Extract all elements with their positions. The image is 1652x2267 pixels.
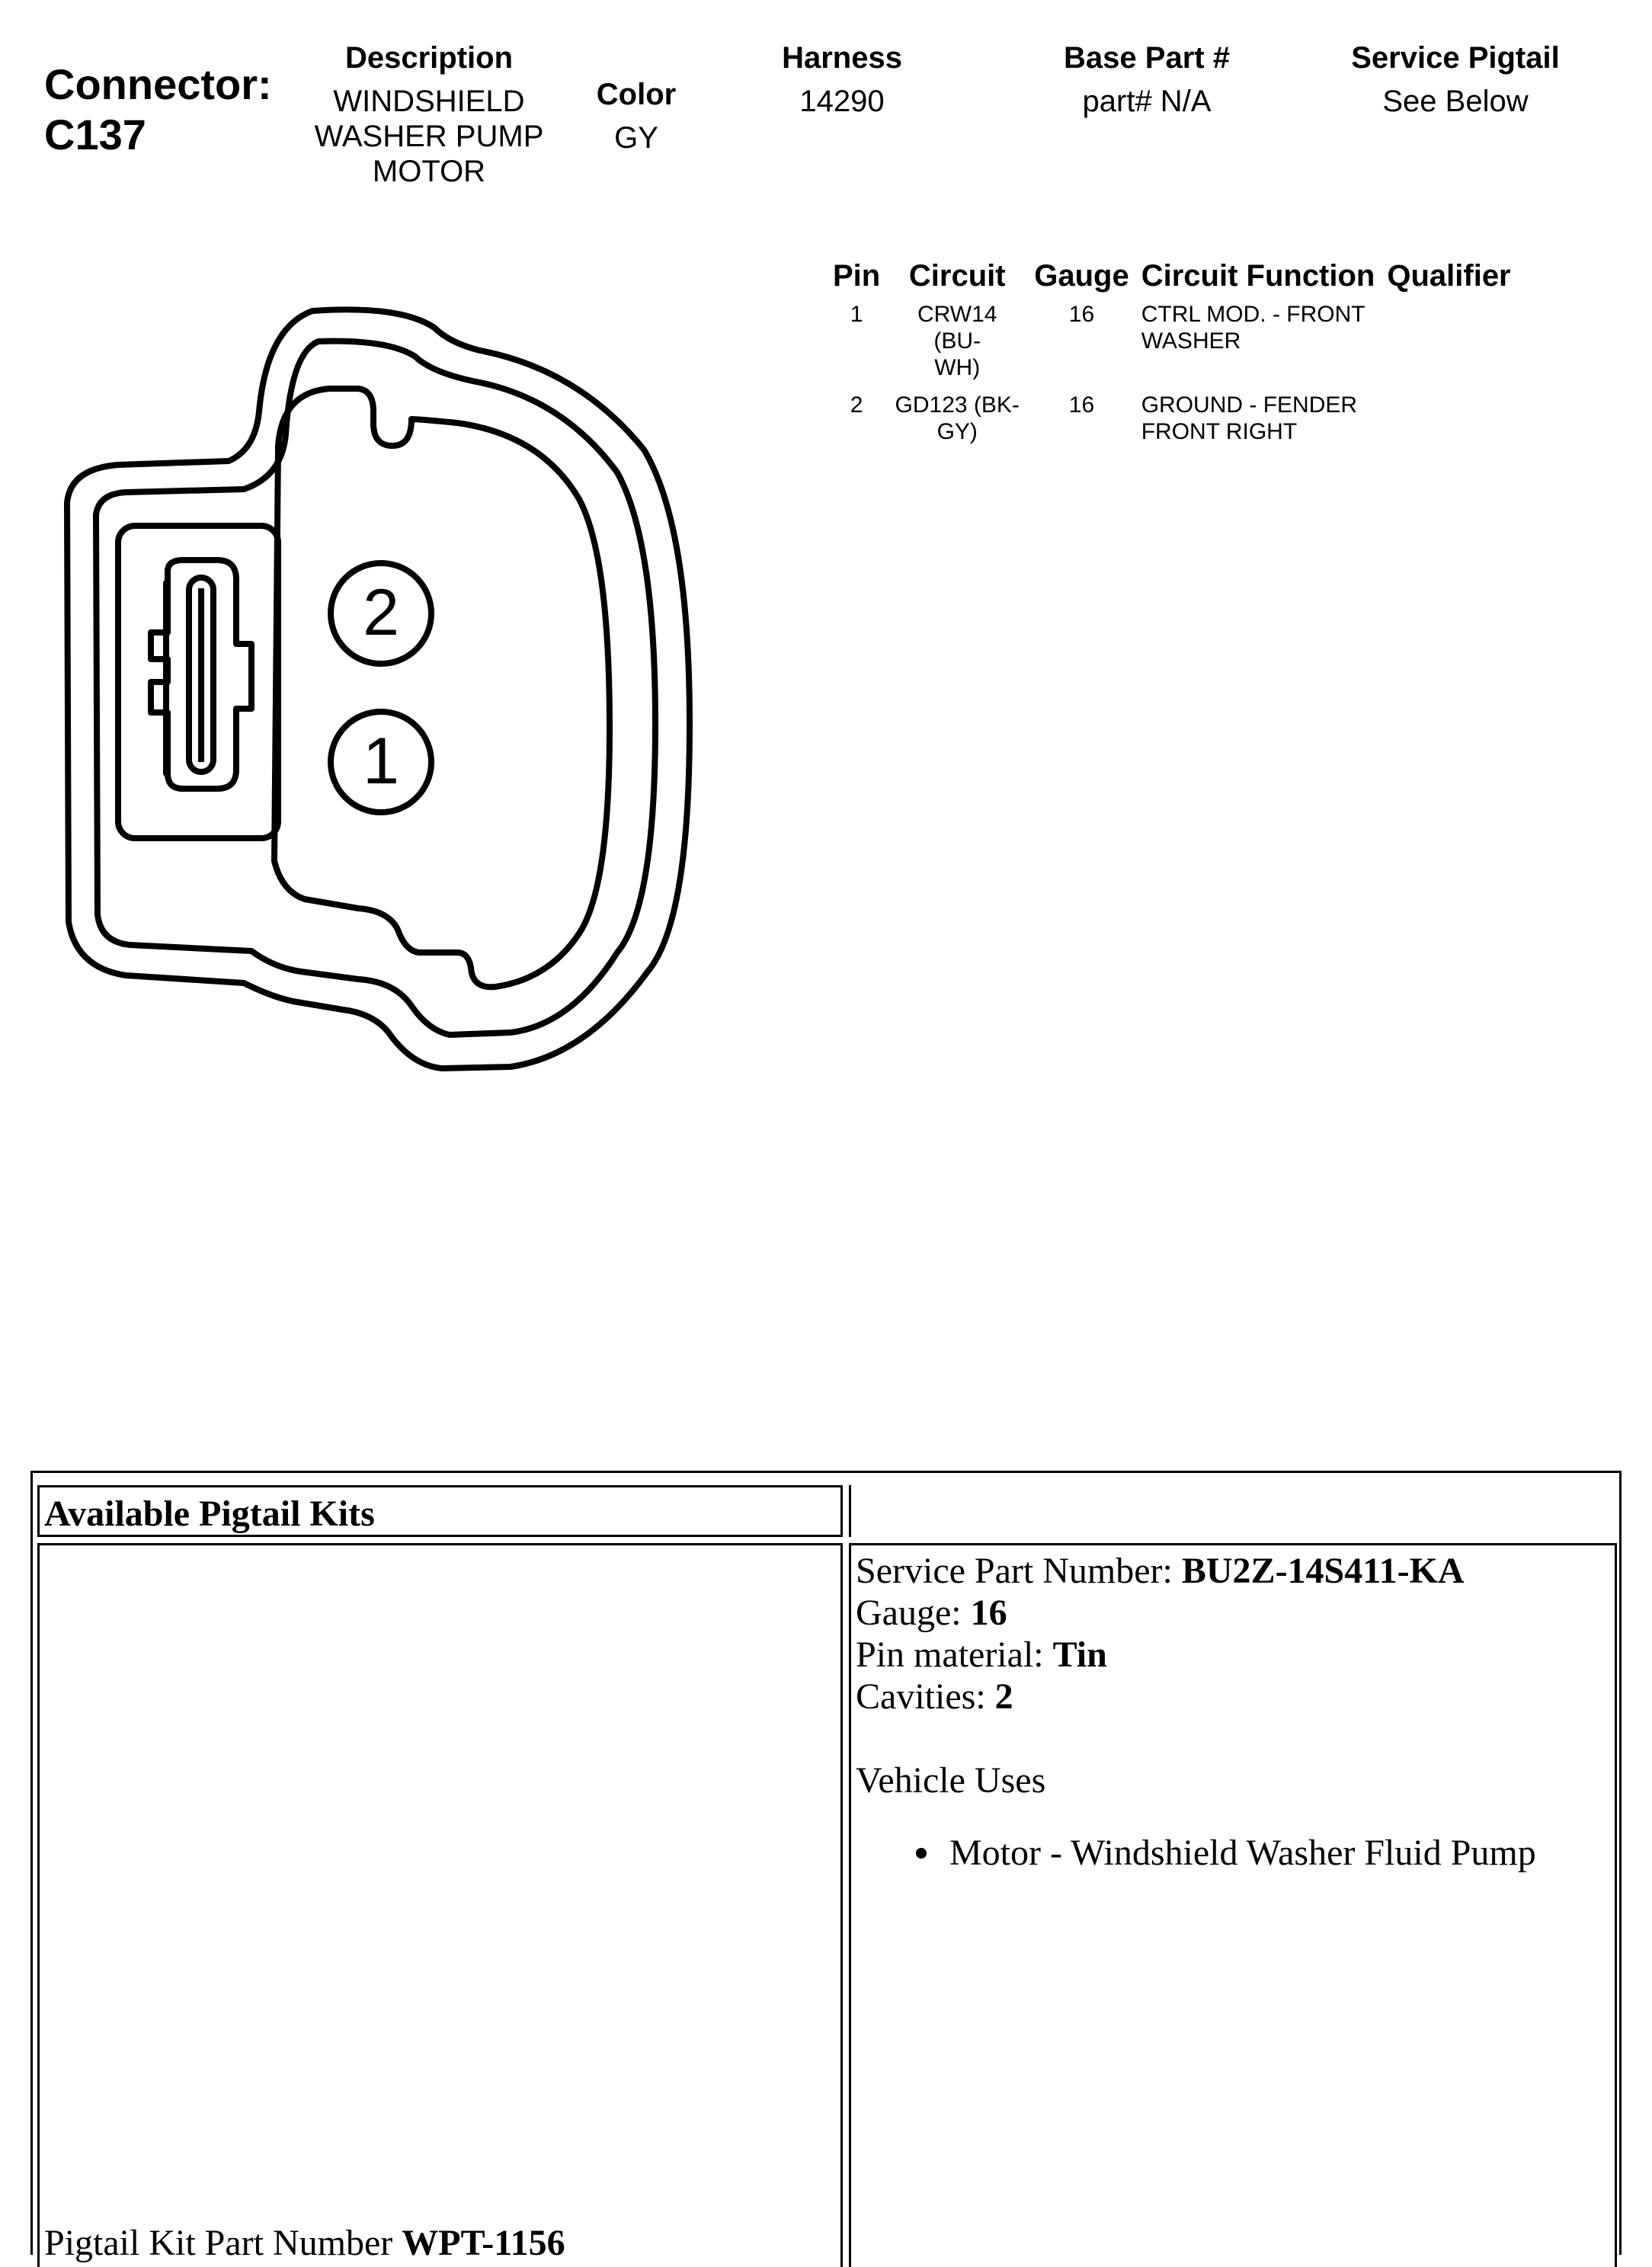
gauge-cell: 16: [1068, 302, 1095, 327]
list-item: [916, 1832, 1536, 1874]
description-line: MOTOR: [372, 155, 486, 188]
kit-gauge-value: 16: [970, 1593, 1007, 1633]
circuit-function-column-header: Circuit Function: [1141, 259, 1375, 293]
connector-face-diagram: [53, 297, 716, 1082]
service-part-value: BU2Z-14S411-KA: [1181, 1551, 1465, 1591]
pin-2-label: 2: [363, 576, 399, 649]
kit-part-value: WPT-1156: [402, 2223, 565, 2263]
pin-number: 1: [850, 302, 863, 327]
qualifier-column-header: Qualifier: [1387, 259, 1511, 293]
circuit-line: GD123 (BK-: [895, 392, 1020, 418]
vehicle-use-text: Motor - Windshield Washer Fluid Pump: [949, 1833, 1536, 1873]
connector-id: C137: [44, 110, 146, 158]
service-part-number: [856, 1550, 1610, 1592]
table-row: [827, 389, 1517, 453]
pin-column-header: Pin: [833, 259, 881, 293]
function-line: WASHER: [1141, 328, 1241, 354]
connector-insert-outline: [274, 389, 610, 987]
service-part-label: Service Part Number:: [856, 1551, 1182, 1591]
connector-label-title: Connector:: [44, 60, 272, 108]
service-pigtail-value: See Below: [1382, 85, 1529, 118]
connector-inner-shell: [96, 341, 655, 1035]
base-part-value: part# N/A: [1082, 85, 1212, 118]
cavities: [856, 1676, 1610, 1718]
circuit-function-cell: [1135, 298, 1381, 389]
bullet-icon: [916, 1848, 927, 1859]
pin-material: [856, 1634, 1610, 1676]
pin-table: [827, 259, 1517, 453]
description-header: Description: [344, 41, 514, 75]
cavities-label: Cavities:: [856, 1676, 995, 1717]
function-line: GROUND - FENDER: [1141, 392, 1358, 418]
pin-material-label: Pin material:: [856, 1635, 1053, 1675]
description-line: WINDSHIELD: [333, 85, 525, 118]
function-line: FRONT RIGHT: [1141, 419, 1298, 444]
pin-number: 2: [850, 392, 863, 418]
pin-material-value: Tin: [1052, 1635, 1107, 1675]
pigtail-details-cell: [849, 1543, 1617, 2267]
circuit-cell: [886, 389, 1028, 453]
gauge-cell: 16: [1068, 392, 1095, 418]
gauge-column-header: Gauge: [1034, 259, 1129, 293]
cavities-value: 2: [994, 1676, 1013, 1717]
circuit-function-cell: [1135, 389, 1381, 453]
pigtail-kits-title: Available Pigtail Kits: [44, 1494, 375, 1534]
connector-outer-shell: [67, 309, 690, 1068]
pigtail-kits-section: [30, 1471, 1622, 2263]
connector-label: [44, 59, 272, 160]
pigtail-kits-title-spacer: [849, 1485, 1617, 1537]
vehicle-uses-heading: Vehicle Uses: [856, 1760, 1046, 1801]
circuit-line: WH): [934, 355, 981, 380]
pin-table-header-row: [827, 259, 1517, 298]
circuit-line: CRW14 (BU-: [917, 302, 997, 354]
circuit-cell: [886, 298, 1028, 389]
kit-part-number: [44, 2222, 565, 2264]
service-pigtail-header: Service Pigtail: [1351, 41, 1560, 75]
pigtail-image-cell: [37, 1543, 843, 2267]
kit-gauge: [856, 1592, 1610, 1634]
harness-value: 14290: [799, 85, 885, 118]
pin-1-label: 1: [363, 725, 399, 798]
pigtail-kits-title-cell: [37, 1485, 843, 1537]
table-row: [827, 298, 1517, 389]
description-line: WASHER PUMP: [314, 120, 544, 153]
color-header: Color: [596, 78, 677, 111]
function-line: CTRL MOD. - FRONT: [1141, 302, 1365, 327]
harness-header: Harness: [782, 41, 902, 75]
color-value: GY: [614, 121, 658, 155]
base-part-header: Base Part #: [1064, 41, 1230, 75]
kit-part-label: Pigtail Kit Part Number: [44, 2223, 402, 2263]
circuit-column-header: Circuit: [908, 259, 1006, 293]
kit-gauge-label: Gauge:: [856, 1593, 971, 1633]
qualifier-cell: [1381, 389, 1516, 453]
qualifier-cell: [1381, 298, 1516, 389]
circuit-line: GY): [936, 419, 978, 444]
description-value: [292, 84, 566, 189]
